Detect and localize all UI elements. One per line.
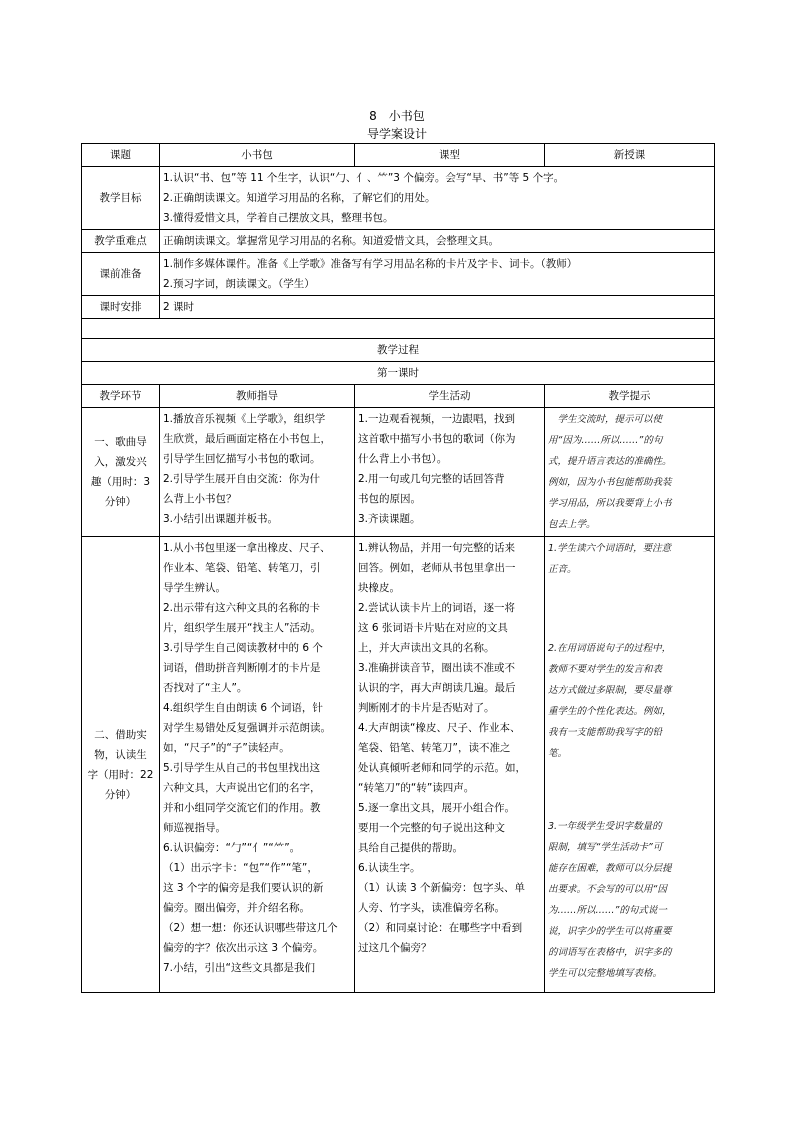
text-line: 偏旁。圈出偏旁，并介绍名称。 xyxy=(163,902,310,914)
text-line: 偏旁的字？依次出示这 3 个偏旁。 xyxy=(163,942,324,954)
text-line: 引导学生回忆描写小书包的歌词。 xyxy=(163,453,321,465)
tip-line: 3.一年级学生受识字数量的 xyxy=(548,821,662,832)
text-line: 1.辨认物品，并用一句完整的话来 xyxy=(358,542,516,554)
process-title: 教学过程 xyxy=(82,339,715,362)
goals-label: 教学目标 xyxy=(82,167,160,230)
text-line: 么背上小书包？ xyxy=(163,493,237,505)
col-header-teacher: 教师指导 xyxy=(160,385,355,408)
stage-line: 趣（用时：3 xyxy=(90,476,151,488)
time-label: 课时安排 xyxy=(82,296,160,319)
spacer-row xyxy=(82,319,715,339)
text-line: 什么背上小书包）。 xyxy=(358,453,448,465)
tip-line: 教师不要对学生的发言和表 xyxy=(548,664,663,675)
student-1 xyxy=(355,408,545,537)
tip-block-2 xyxy=(548,638,711,764)
period-title: 第一课时 xyxy=(82,362,715,385)
section-2-row xyxy=(82,537,715,993)
text-line: 词语，借助拼音判断刚才的卡片是 xyxy=(163,662,321,674)
tip-line: 包去上学。 xyxy=(548,519,596,530)
text-line: 片，组织学生展开“找主人”活动。 xyxy=(163,622,321,634)
stage-line: 字（用时：22 xyxy=(87,768,154,781)
tip-line: 说，识字少的学生可以将重要 xyxy=(548,926,672,937)
text-line: 2.尝试认读卡片上的词语，逐一将 xyxy=(358,602,516,614)
text-line: “转笔刀”的“转”读四声。 xyxy=(358,782,475,794)
stage-line: 一、歌曲导 xyxy=(94,436,147,448)
tips-2 xyxy=(545,537,715,993)
teacher-2 xyxy=(160,537,355,993)
time-content: 2 课时 xyxy=(160,296,715,319)
time-row xyxy=(82,296,715,319)
text-line: 5.逐一拿出文具，展开小组合作。 xyxy=(358,802,516,814)
tip-line: 用“因为……所以……”的句 xyxy=(548,435,663,446)
text-line: 处认真倾听老师和同学的示范。如， xyxy=(358,762,526,774)
text-line: 人旁、竹字头，读准偏旁名称。 xyxy=(358,902,505,914)
stage-2 xyxy=(82,537,160,993)
text-line: （1）认读 3 个新偏旁：包字头、单 xyxy=(358,882,526,894)
stage-line: 分钟） xyxy=(104,496,137,508)
student-2 xyxy=(355,537,545,993)
goal-line: 3.懂得爱惜文具，学着自己摆放文具，整理书包。 xyxy=(163,212,394,224)
prep-line: 1.制作多媒体课件。准备《上学歌》准备写有学习用品名称的卡片及字卡、词卡。（教师） xyxy=(163,258,578,270)
text-line: 对学生易错处反复强调并示范朗读。 xyxy=(163,722,331,734)
text-line: 回答。例如，老师从书包里拿出一 xyxy=(358,562,516,574)
text-line: 2.用一句或几句完整的话回答背 xyxy=(358,473,505,485)
text-line: 判断刚才的卡片是否贴对了。 xyxy=(358,702,495,714)
blank-cell xyxy=(82,319,715,339)
tip-line: 1.学生读六个词语时，要注意 xyxy=(548,543,672,554)
column-header-row xyxy=(82,385,715,408)
text-line: 否找对了“主人”。 xyxy=(163,682,248,694)
tip-line: 学生交流时，提示可以使 xyxy=(548,414,663,425)
tip-line: 的词语写在表格中，识字多的 xyxy=(548,947,672,958)
text-line: （2）和同桌讨论：在哪些字中看到 xyxy=(358,922,523,934)
text-line: 要用一个完整的句子说出这种文 xyxy=(358,822,505,834)
text-line: 2.出示带有这六种文具的名称的卡 xyxy=(163,602,321,614)
tip-line: 正音。 xyxy=(548,564,577,575)
stage-line: 物，认读生 xyxy=(94,748,147,761)
stage-line: 入，激发兴 xyxy=(94,456,147,468)
text-line: 3.齐读课题。 xyxy=(358,513,421,525)
text-line: 3.引导学生自己阅读教材中的 6 个 xyxy=(163,642,323,654)
text-line: （2）想一想：你还认识哪些带这几个 xyxy=(163,922,338,934)
tip-line: 学习用品，所以我要背上小书 xyxy=(548,498,672,509)
text-line: 这首歌中描写小书包的歌词（你为 xyxy=(358,433,516,445)
text-line: 1.播放音乐视频《上学歌》，组织学 xyxy=(163,413,326,425)
text-line: 这 3 个字的偏旁是我们要认识的新 xyxy=(163,882,324,894)
prep-row xyxy=(82,253,715,296)
text-line: 师巡视指导。 xyxy=(163,822,226,834)
text-line: 7.小结，引出“这些文具都是我们 xyxy=(163,962,315,974)
col-header-stage: 教学环节 xyxy=(82,385,160,408)
tip-line: 限制，填写“学生活动卡”可 xyxy=(548,842,663,853)
header-cell: 小书包 xyxy=(160,144,355,167)
tip-line: 例如，因为小书包能帮助我装 xyxy=(548,477,672,488)
tip-line: 达方式做过多限制，要尽量尊 xyxy=(548,685,672,696)
text-line: 4.组织学生自由朗读 6 个词语，针 xyxy=(163,702,323,714)
text-line: 书包的原因。 xyxy=(358,493,421,505)
header-cell: 课题 xyxy=(82,144,160,167)
key-row xyxy=(82,230,715,253)
stage-line: 分钟） xyxy=(104,788,137,801)
text-line: 6.认读生字。 xyxy=(358,862,421,874)
key-label: 教学重难点 xyxy=(82,230,160,253)
text-line: 具给自己提供的帮助。 xyxy=(358,842,463,854)
col-header-student: 学生活动 xyxy=(355,385,545,408)
header-cell: 课型 xyxy=(355,144,545,167)
stage-line: 二、借助实 xyxy=(94,728,147,741)
text-line: 导学生辨认。 xyxy=(163,582,226,594)
text-line: 1.一边观看视频，一边跟唱，找到 xyxy=(358,413,516,425)
text-line: 生欣赏，最后画面定格在小书包上， xyxy=(163,433,331,445)
text-line: 2.引导学生展开自由交流：你为什 xyxy=(163,473,321,485)
text-line: 如，“尺子”的“子”读轻声。 xyxy=(163,742,290,754)
teacher-1 xyxy=(160,408,355,537)
text-line: 3.小结引出课题并板书。 xyxy=(163,513,279,525)
text-line: 3.准确拼读音节，圈出读不准或不 xyxy=(358,662,516,674)
lesson-title: 8 小书包 xyxy=(369,109,425,123)
text-line: 上，并大声读出文具的名称。 xyxy=(358,642,495,654)
tip-line: 学生可以完整地填写表格。 xyxy=(548,968,663,979)
tip-line: 式，提升语言表达的准确性。 xyxy=(548,456,672,467)
tip-line: 我有一支能帮助我写字的铅 xyxy=(548,727,663,738)
goal-line: 1.认识“书、包”等 11 个生字，认识“勹、亻、⺮”3 个偏旁。会写“早、书”等 5 个字。 xyxy=(163,172,565,184)
section-1-row xyxy=(82,408,715,537)
text-line: （1）出示字卡：“包”“作”“笔”， xyxy=(163,862,318,874)
goals-row xyxy=(82,167,715,230)
header-row xyxy=(82,144,715,167)
lesson-plan-table xyxy=(81,143,715,993)
text-line: 5.引导学生从自己的书包里找出这 xyxy=(163,762,321,774)
text-line: 块橡皮。 xyxy=(358,582,400,594)
text-line: 作业本、笔袋、铅笔、转笔刀，引 xyxy=(163,562,321,574)
prep-label: 课前准备 xyxy=(82,253,160,296)
tip-line: 笔。 xyxy=(548,748,568,759)
tip-line: 重学生的个性化表达。例如， xyxy=(548,706,672,717)
col-header-tips: 教学提示 xyxy=(545,385,715,408)
prep-content xyxy=(160,253,715,296)
text-line: 并和小组同学交流它们的作用。教 xyxy=(163,802,321,814)
goal-line: 2.正确朗读课文。知道学习用品的名称，了解它们的用处。 xyxy=(163,192,436,204)
prep-line: 2.预习字词，朗读课文。（学生） xyxy=(163,278,315,290)
key-content: 正确朗读课文。掌握常见学习用品的名称。知道爱惜文具，会整理文具。 xyxy=(160,230,715,253)
period-row xyxy=(82,362,715,385)
header-cell: 新授课 xyxy=(545,144,715,167)
tips-1 xyxy=(545,408,715,537)
text-line: 1.从小书包里逐一拿出橡皮、尺子、 xyxy=(163,542,331,554)
stage-1 xyxy=(82,408,160,537)
text-line: 6.认识偏旁：“勹”“亻”“⺮”。 xyxy=(163,842,301,854)
tip-line: 出要求。不会写的可以用“因 xyxy=(548,884,667,895)
text-line: 笔袋、铅笔、转笔刀”，读不准之 xyxy=(358,742,511,754)
doc-subtitle: 导学案设计 xyxy=(366,127,427,141)
tip-line: 2.在用词语说句子的过程中， xyxy=(548,643,672,654)
text-line: 六种文具，大声说出它们的名字， xyxy=(163,782,321,794)
text-line: 过这几个偏旁？ xyxy=(358,942,432,954)
process-row xyxy=(82,339,715,362)
text-line: 4.大声朗读“橡皮、尺子、作业本、 xyxy=(358,722,521,734)
text-line: 认识的字，再大声朗读几遍。最后 xyxy=(358,682,516,694)
goals-content xyxy=(160,167,715,230)
tip-line: 能存在困难，教师可以分层提 xyxy=(548,863,672,874)
text-line: 这 6 张词语卡片贴在对应的文具 xyxy=(358,622,508,634)
tip-line: 为……所以……”的句式说一 xyxy=(548,905,667,916)
tip-block-3 xyxy=(548,816,711,984)
